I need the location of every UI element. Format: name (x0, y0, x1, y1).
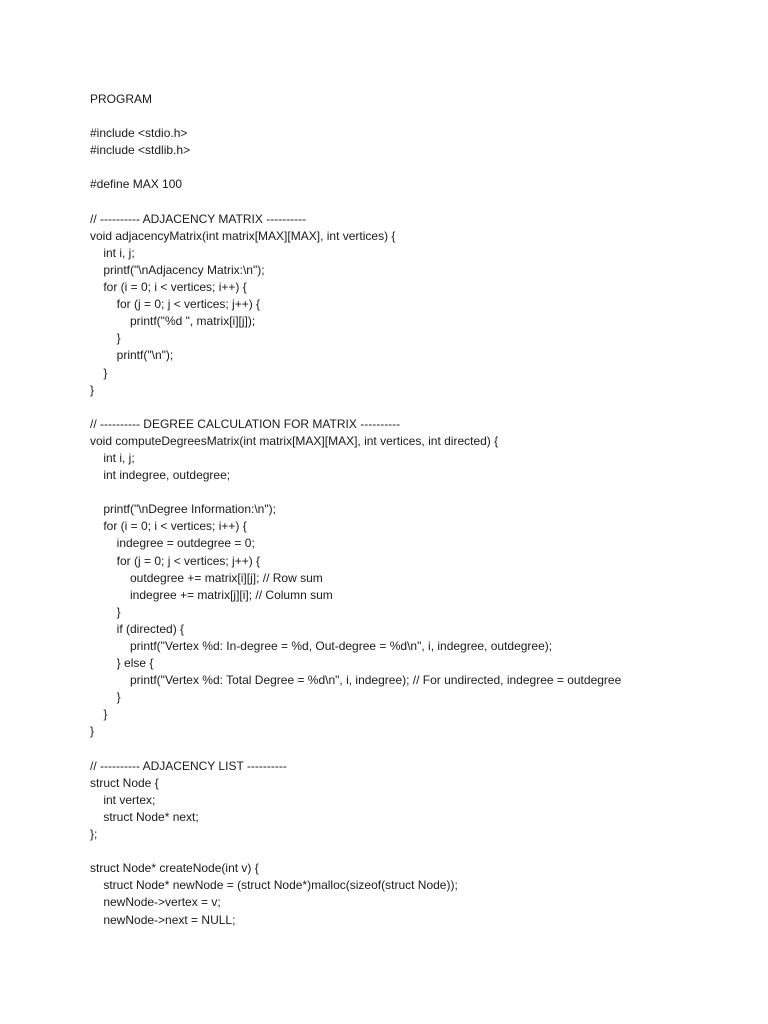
code-line (90, 108, 750, 125)
code-line (90, 741, 750, 758)
code-line: void computeDegreesMatrix(int matrix[MAX][MAX], int vertices, int directed) { (90, 433, 499, 448)
code-line: for (j = 0; j < vertices; j++) { (90, 553, 261, 568)
code-line: indegree += matrix[j][i]; // Column sum (90, 587, 333, 602)
code-line: struct Node* newNode = (struct Node*)malloc(sizeof(struct Node)); (90, 878, 458, 893)
code-line: printf("\nDegree Information:\n"); (90, 502, 276, 517)
code-line: int vertex; (90, 792, 156, 807)
code-line: // ---------- ADJACENCY LIST ---------- (90, 758, 287, 773)
code-line: int i, j; (90, 450, 135, 465)
code-line: if (directed) { (90, 621, 185, 636)
code-line (90, 843, 750, 860)
code-line: }; (90, 827, 98, 842)
code-line: void adjacencyMatrix(int matrix[MAX][MAX], int vertices) { (90, 228, 396, 243)
code-line: } (90, 331, 121, 346)
code-line: printf("\n"); (90, 348, 174, 363)
code-line: #include <stdio.h> (90, 126, 188, 141)
code-line: } (90, 604, 121, 619)
code-line: #include <stdlib.h> (90, 143, 191, 158)
code-line: printf("Vertex %d: In-degree = %d, Out-degree = %d\n", i, indegree, outdegree); (90, 639, 553, 653)
code-line: } (90, 724, 95, 739)
code-line: // ---------- DEGREE CALCULATION FOR MATRIX ---------- (90, 416, 401, 431)
document-heading: PROGRAM (90, 92, 153, 106)
code-line: } (90, 365, 108, 380)
code-line (90, 194, 750, 211)
code-line: newNode->vertex = v; (90, 895, 221, 910)
code-line (90, 159, 750, 176)
code-line: // ---------- ADJACENCY MATRIX ---------- (90, 211, 307, 226)
code-line: struct Node* next; (90, 809, 199, 824)
code-line: struct Node* createNode(int v) { (90, 861, 259, 876)
code-line: for (i = 0; i < vertices; i++) { (90, 519, 247, 534)
code-line: for (j = 0; j < vertices; j++) { (90, 297, 261, 312)
document-body (90, 91, 750, 929)
code-line: printf("Vertex %d: Total Degree = %d\n", i, indegree); // For undirected, indegree = outdegree (90, 673, 622, 688)
code-line (90, 484, 750, 501)
code-line: } else { (90, 656, 154, 671)
code-line: printf("\nAdjacency Matrix:\n"); (90, 262, 265, 277)
code-line: indegree = outdegree = 0; (90, 536, 255, 551)
code-line: } (90, 690, 121, 705)
code-line: } (90, 707, 108, 722)
code-line: int indegree, outdegree; (90, 468, 231, 483)
code-line: struct Node { (90, 775, 159, 790)
code-line: for (i = 0; i < vertices; i++) { (90, 280, 247, 295)
code-line: printf("%d ", matrix[i][j]); (90, 314, 256, 329)
code-line: int i, j; (90, 245, 135, 260)
code-line: newNode->next = NULL; (90, 912, 236, 927)
code-line (90, 399, 750, 416)
code-line: #define MAX 100 (90, 177, 183, 192)
code-line: } (90, 382, 95, 397)
code-line: outdegree += matrix[i][j]; // Row sum (90, 570, 323, 585)
